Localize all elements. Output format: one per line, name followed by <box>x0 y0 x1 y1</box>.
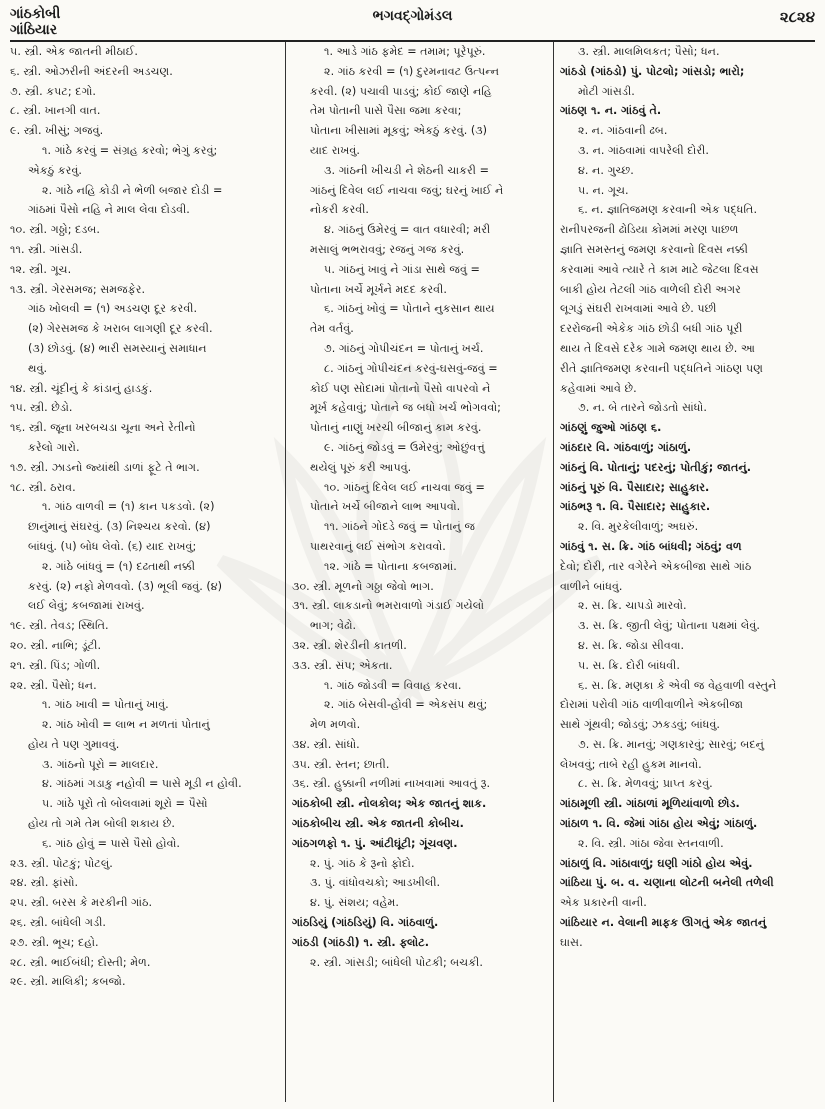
header-last-word: ગાંઠિયાર <box>10 22 58 38</box>
sense-line: ૩૬. સ્ત્રી. હુક્કાની નળીમાં નાખવામાં આવતું રૂ. <box>292 777 491 791</box>
sense-line: ૨૭. સ્ત્રી. ભૂચ; દહો. <box>10 935 99 949</box>
idiom-line: ૨. ગાંઠ બેસવી-હોવી = એકસંપ થવું; <box>324 698 488 712</box>
continuation-line: ગાંઠનું દિવેલ લઈ નાચવા જવું; ઘરનું ખાઈ ને <box>310 183 504 197</box>
page-number: ૨૮૨૪ <box>779 8 815 26</box>
sense-line: દેવો; દોરી, તાર વગેરેને એકબીજા સાથે ગાંઠ <box>560 559 752 573</box>
continuation-line: થવું. <box>28 361 48 375</box>
idiom-line: ૬. ગાંઠનું ખોવું = પોતાને નુકસાન થાય <box>324 302 495 316</box>
continuation-line: ૬. ન. જ્ઞાતિજમણ કરવાની એક પદ્ધતિ. <box>578 203 758 217</box>
continuation-line: ગાંઠ ખોલવી = (૧) અડચણ દૂર કરવી. <box>28 302 198 316</box>
continuation-line: ૩. ન. ગાંઠવામાં વાપરેલી દોરી. <box>578 143 709 157</box>
headword-entry: ગાંઠણું જુઓ ગાંઠણ ૬. <box>560 421 662 435</box>
idiom-line: ૧. આડે ગાંઠ ફમેદ = તમામ; પૂરેપૂરું. <box>324 45 486 58</box>
sense-line: ૧૨. સ્ત્રી. ગૂચ. <box>10 262 72 276</box>
continuation-line: મોટી ગાંસડી. <box>578 84 635 98</box>
sense-line: ૨૯. સ્ત્રી. માલિકી; કબજો. <box>10 975 126 989</box>
sense-line: ૩૧. સ્ત્રી. લાકડાનો ભમરાવાળો ગંડાઈ ગયેલો <box>292 599 485 613</box>
continuation-line: (૩) છોડવું. (૪) ભારી સમસ્યાનું સમાધાન <box>28 341 207 355</box>
sense-line: ૧૧. સ્ત્રી. ગાંસડી. <box>10 242 83 256</box>
sense-line: બાકી હોય તેટલી ગાંઠ વાળેલી દોરી અગર <box>560 282 741 296</box>
sense-line: ૧૭. સ્ત્રી. ઝાડનો જ્યાંથી ડાળાં ફૂટે તે ભાગ. <box>10 460 200 474</box>
continuation-line: ૨. સ. ક્રિ. ચાપડો મારવો. <box>578 599 687 613</box>
continuation-line: લઈ લેવું; કબજામાં રાખવું. <box>28 599 145 613</box>
headword-entry: ગાંઠડી (ગાંઠડી) ૧. સ્ત્રી. ફ્લોટ. <box>292 935 429 949</box>
continuation-line: થયેલું પૂરું કરી આપવું. <box>310 460 412 474</box>
sense-line: ૨૨. સ્ત્રી. પૈસો; ધન. <box>10 678 97 692</box>
continuation-line: ૨. સ્ત્રી. ગાંસડી; બાંધેલી પોટકી; બચકી. <box>310 955 483 969</box>
continuation-line: હોય તે પણ ગુમાવવું. <box>28 737 120 751</box>
headword-entry: ગાંઠડો (ગાંઠડો) પું. પોટલો; ગાંસડો; ભારો; <box>560 64 745 78</box>
sense-line: ઘાસ. <box>560 935 583 949</box>
continuation-line: ૫. સ. ક્રિ. દોરી બાંધવી. <box>578 658 680 672</box>
idiom-line: ૧. ગાંઠ જોડવી = વિવાહ કરવા. <box>324 678 462 692</box>
idiom-line: ૧. ગાંઠ વાળવી = (૧) કાન પકડવો. (૨) <box>42 500 215 514</box>
continuation-line: કરવી. (૨) પચાવી પાડવું; કોઈ જાણે નહિ <box>310 84 492 98</box>
sense-line: દોરામાં પરોવી ગાંઠ વાળીવાળીને એકબીજા <box>560 698 744 712</box>
headword-entry: ગાંઠડિયું (ગાંઠડિયું) વિ. ગાંઠવાળું. <box>292 916 439 930</box>
sense-line: રીતે જ્ઞાતિજમણ કરવાની પદ્ધતિને ગાંઠણ પણ <box>560 361 763 375</box>
sense-line: ૩૨. સ્ત્રી. શેરડીની કાતળી. <box>292 638 407 652</box>
sense-line: ૧૩. સ્ત્રી. ગેરસમજ; સમજફેર. <box>10 282 146 296</box>
continuation-line: મસાલું ભભરાવવું; રજનું ગજ કરવું. <box>310 242 465 256</box>
headword-entry: ગાંઠવું ૧. સ. ક્રિ. ગાંઠ બાંધવી; ગંઠવું; વળ <box>560 539 742 553</box>
continuation-line: બાંધવું. (૫) બોધ લેવો. (૬) યાદ રાખવું; <box>28 539 197 553</box>
sense-line: લેખવવું; તાબે રહી હુકમ માનવો. <box>560 757 702 771</box>
continuation-line: મેળ મળવો. <box>310 718 361 732</box>
continuation-line: ૭. સ. ક્રિ. માનવું; ગણકારવું; સારવું; બદનું <box>578 737 764 751</box>
sense-line: ૨૪. સ્ત્રી. ફાંસો. <box>10 876 79 890</box>
column-3 <box>553 42 815 1102</box>
continuation-line: ભાગ; વેઢો. <box>310 619 357 633</box>
sense-line: ૩૦. સ્ત્રી. મૂળનો ગઠ્ઠા જેવો ભાગ. <box>292 579 434 593</box>
sense-line: ૯. સ્ત્રી. ખીસું; ગજવું. <box>10 124 104 138</box>
sense-line: ૨૧. સ્ત્રી. પિંડ; ગોળી. <box>10 658 101 672</box>
sense-line: દરરોજની એકેક ગાંઠ છોડી બધી ગાંઠ પૂરી <box>560 322 743 336</box>
continuation-line: ૨. વિ. સ્ત્રી. ગાંઠા જેવા સ્તનવાળી. <box>578 836 724 850</box>
sense-line: ૧૫. સ્ત્રી. છેડો. <box>10 401 73 415</box>
continuation-line: નોકરી કરવી. <box>310 203 369 217</box>
continuation-line: ગાંઠમાં પૈસો નહિ ને માલ લેવા દોડવી. <box>28 203 190 217</box>
header-first-word: ગાંઠકોબી <box>10 6 61 22</box>
idiom-line: ૧૨. ગાંઠે = પોતાના કબજામાં. <box>324 559 457 573</box>
idiom-line: ૭. ગાંઠનું ગોપીચંદન = પોતાનું ખર્ચ. <box>324 341 484 355</box>
continuation-line: ૨. ન. ગાંઠવાની ઢબ. <box>578 124 668 138</box>
continuation-line: ૪. પું. સંશય; વહેમ. <box>310 896 399 910</box>
headword-entry: ગાંઠિયા પું. બ. વ. ચણાના લોટની બનેલી તળેલી <box>560 876 774 890</box>
sense-line: ૧૮. સ્ત્રી. ઠરાવ. <box>10 480 76 494</box>
sense-line: ૨૬. સ્ત્રી. બાંધેલી ગડી. <box>10 916 106 930</box>
sense-line: થાય તે દિવસે દરેક ગામે જમણ થાય છે. આ <box>560 341 756 355</box>
continuation-line: ૩. સ. ક્રિ. જીતી લેવું; પોતાના પક્ષમાં લેવું. <box>578 619 760 633</box>
sense-line: ૧૬. સ્ત્રી. જૂના ખરબચડા ચૂના અને રેતીનો <box>10 421 196 435</box>
column-2 <box>285 42 553 1102</box>
continuation-line: એકઠું કરવું. <box>28 163 82 177</box>
headword-entry: ગાંઠનું પૂરું વિ. પૈસાદાર; સાહુકાર. <box>560 480 710 494</box>
page-header <box>10 6 815 42</box>
continuation-line: પાથરવાનું લઈ સંભોગ કરાવવો. <box>310 539 446 553</box>
continuation-line: તેમ પોતાની પાસે પૈસા જમા કરવા; <box>310 104 462 118</box>
continuation-line: પોતાના ખીસામાં મૂકવું; એકઠું કરવું. (૩) <box>310 124 488 138</box>
continuation-line: ૩. પું. વાંધોવચકો; આડખીલી. <box>310 876 441 890</box>
header-title: ભગવદ્ગોમંડલ <box>372 8 453 24</box>
headword-entry: ગાંઠકોબી સ્ત્રી. નોલકોલ; એક જાતનું શાક. <box>292 797 487 811</box>
sense-line: સાથે ગૂંથવી; જોડવું; ઝકડવું; બાંધવું. <box>560 718 720 732</box>
continuation-line: ૫. ન. ગૂચ. <box>578 183 629 197</box>
columns <box>10 42 815 1102</box>
continuation-line: કોઈ પણ સોદામાં પોતાનો પૈસો વાપરવો ને <box>310 381 491 395</box>
idiom-line: ૯. ગાંઠનું જોડવું = ઉમેરવું; ઓછુંવત્તું <box>324 440 485 454</box>
idiom-line: ૨. ગાંઠે નહિ કોડી ને ભેળી બજાર દોડી = <box>42 183 223 197</box>
sense-line: રાનીપરજની ઢોડિયા કોમમાં મરણ પાછળ <box>560 223 739 237</box>
continuation-line: ૪. ન. ગુચ્છ. <box>578 163 634 177</box>
sense-line: ૧૪. સ્ત્રી. ચૂંદીનું કે કાંડાનું હાડકું. <box>10 381 153 395</box>
idiom-line: ૨. ગાંઠ ખોવી = લાભ ન મળતાં પોતાનું <box>42 718 210 732</box>
headword-entry: ગાંઠામૂળી સ્ત્રી. ગાંઠાળાં મૂળિયાંવાળો છોડ. <box>560 797 740 811</box>
sense-line: ૨૦. સ્ત્રી. નાભિ; ડૂંટી. <box>10 638 102 652</box>
sense-line: ૫. સ્ત્રી. એક જાતની મીઠાઈ. <box>10 45 138 58</box>
sense-line: ૩૪. સ્ત્રી. સાંધો. <box>292 737 360 751</box>
idiom-line: ૨. ગાંઠે બાંધવું = (૧) દઢતાથી નક્કી <box>42 559 196 573</box>
idiom-line: ૨. ગાંઠ કરવી = (૧) દુરમનાવટ ઉત્પન્ન <box>324 64 500 78</box>
sense-line: ૩૩. સ્ત્રી. સંપ; એકતા. <box>292 658 393 672</box>
sense-line: ૨૩. સ્ત્રી. પોટકું; પોટલું. <box>10 856 113 870</box>
sense-line: ૭. સ્ત્રી. કપટ; દગો. <box>10 84 96 98</box>
headword-entry: ગાંઠભરૂ ૧. વિ. પૈસાદાર; સાહુકાર. <box>560 500 711 514</box>
continuation-line: તેમ વર્તવું. <box>310 322 354 336</box>
continuation-line: ૨. વિ. મુરકેલીવાળું; અઘરું. <box>578 520 699 534</box>
continuation-line: છાનુંમાનું સંઘરવું. (૩) નિશ્ચય કરવો. (૪) <box>28 520 211 534</box>
idiom-line: ૧. ગાંઠ ખાવી = પોતાનું ખાવું. <box>42 698 169 712</box>
continuation-line: ૩. સ્ત્રી. માલમિલકત; પૈસો; ધન. <box>578 45 720 58</box>
idiom-line: ૪. ગાંઠમાં ગડાકુ નહોવી = પાસે મૂડી ન હોવી. <box>42 777 242 791</box>
idiom-line: ૩. ગાંઠની ખીચડી ને શેઠની ચાકરી = <box>324 163 489 177</box>
sense-line: લૂગડું સંઘરી રાખવામાં આવે છે. પછી <box>560 302 717 316</box>
idiom-line: ૧૦. ગાંઠનું દિવેલ લઈ નાચવા જવું = <box>324 480 485 494</box>
idiom-line: ૫. ગાંઠે પૂરો તો બોલવામાં શૂરો = પૈસો <box>42 797 208 811</box>
continuation-line: પોતાને ખર્ચે બીજાને લાભ આપવો. <box>310 500 461 514</box>
idiom-line: ૧. ગાંઠે કરવું = સંગ્રહ કરવો; ભેગું કરવું; <box>42 143 218 157</box>
sense-line: ૩૫. સ્ત્રી. સ્તન; છાતી. <box>292 757 390 771</box>
continuation-line: ૪. સ. ક્રિ. જોડા સીવવા. <box>578 638 685 652</box>
sense-line: વાળીને બાંધવું. <box>560 579 623 593</box>
headword-entry: ગાંઠાળ ૧. વિ. જેમાં ગાંઠા હોય એવું; ગાંઠાળું. <box>560 817 758 831</box>
headword-entry: ગાંઠકોબીચ સ્ત્રી. એક જાતની કોબીચ. <box>292 817 464 831</box>
sense-line: જ્ઞાતિ સમસ્તનું જમણ કરવાનો દિવસ નક્કી <box>560 242 748 256</box>
headword-entry: ગાંઠદાર વિ. ગાંઠવાળું; ગાંઠાળું. <box>560 440 692 454</box>
idiom-line: ૬. ગાંઠ હોવું = પાસે પૈસો હોવો. <box>42 836 180 850</box>
continuation-line: કરવું. (૨) નફો મેળવવો. (૩) ભૂલી જવું. (૪) <box>28 579 222 593</box>
sense-line: કરવામાં આવે ત્યારે તે કામ માટે જેટલા દિવસ <box>560 262 759 276</box>
headword-entry: ગાંઠનું વિ. પોતાનું; પદરનું; પોતીકું; જાતનું. <box>560 460 751 474</box>
idiom-line: ૫. ગાંઠનું ખાવું ને ગાંડા સાથે જવું = <box>324 262 480 276</box>
sense-line: ૨૫. સ્ત્રી. બરસ કે મરકીની ગાંઠ. <box>10 896 153 910</box>
continuation-line: ૮. સ. ક્રિ. મેળવવું; પ્રાપ્ત કરવું. <box>578 777 713 791</box>
sense-line: કહેવામાં આવે છે. <box>560 381 637 395</box>
sense-line: ૨૮. સ્ત્રી. ભાઈબંધી; દોસ્તી; મેળ. <box>10 955 151 969</box>
continuation-line: હોય તો ગમે તેમ બોલી શકાય છે. <box>28 817 175 831</box>
headword-entry: ગાંઠણ ૧. ન. ગાંઠવું તે. <box>560 104 662 118</box>
idiom-line: ૩. ગાંઠનો પૂરો = માલદાર. <box>42 757 159 771</box>
continuation-line: (૨) ગેરસમજ કે ખરાબ લાગણી દૂર કરવી. <box>28 322 213 336</box>
idiom-line: ૧૧. ગાંઠને ગોદડે જવું = પોતાનું જ <box>324 520 476 534</box>
continuation-line: મૂર્ખ કહેવાવું; પોતાને જ બધો ખર્ચ ભોગવવો; <box>310 401 501 415</box>
continuation-line: ૭. ન. બે તારને જોડતો સાંધો. <box>578 401 707 415</box>
sense-line: ૧૦. સ્ત્રી. ગઠ્ઠો; દડબ. <box>10 223 100 237</box>
sense-line: ૧૯. સ્ત્રી. તેવડ; સ્થિતિ. <box>10 619 109 633</box>
sense-line: ૬. સ્ત્રી. ઓઝરીની અંદરની અડચણ. <box>10 64 173 78</box>
continuation-line: પોતાનું નાણું ખરચી બીજાનું કામ કરવું. <box>310 421 482 435</box>
continuation-line: કરેલો ગારો. <box>28 440 80 454</box>
idiom-line: ૮. ગાંઠનું ગોપીચંદન કરવું-ઘસવું-જવું = <box>324 361 498 375</box>
continuation-line: ૬. સ. ક્રિ. મણકા કે એવી જ વેહવાળી વસ્તુને <box>578 678 777 692</box>
column-1 <box>10 42 285 1102</box>
sense-line: ૮. સ્ત્રી. ખાનગી વાત. <box>10 104 101 118</box>
headword-entry: ગાંઠાળું વિ. ગાંઠાવાળું; ઘણી ગાંઠો હોય એવું. <box>560 856 753 870</box>
headword-entry: ગાંઠગળફો ૧. પું. આંટીઘૂંટી; ગૂંચવણ. <box>292 836 458 850</box>
continuation-line: પોતાના ખર્ચે મૂર્ખને મદદ કરવી. <box>310 282 447 296</box>
sense-line: એક પ્રકારની વાની. <box>560 896 647 910</box>
continuation-line: યાદ રાખવું. <box>310 143 360 157</box>
header-guide-words <box>10 6 60 38</box>
idiom-line: ૪. ગાંઠનું ઉમેરવું = વાત વધારવી; મરી <box>324 223 491 237</box>
headword-entry: ગાંઠિયાર ન. વેલાની માફક ઊગતું એક જાતનું <box>560 916 767 930</box>
continuation-line: ૨. પું. ગાંઠ કે રૂનો ફોદો. <box>310 856 415 870</box>
